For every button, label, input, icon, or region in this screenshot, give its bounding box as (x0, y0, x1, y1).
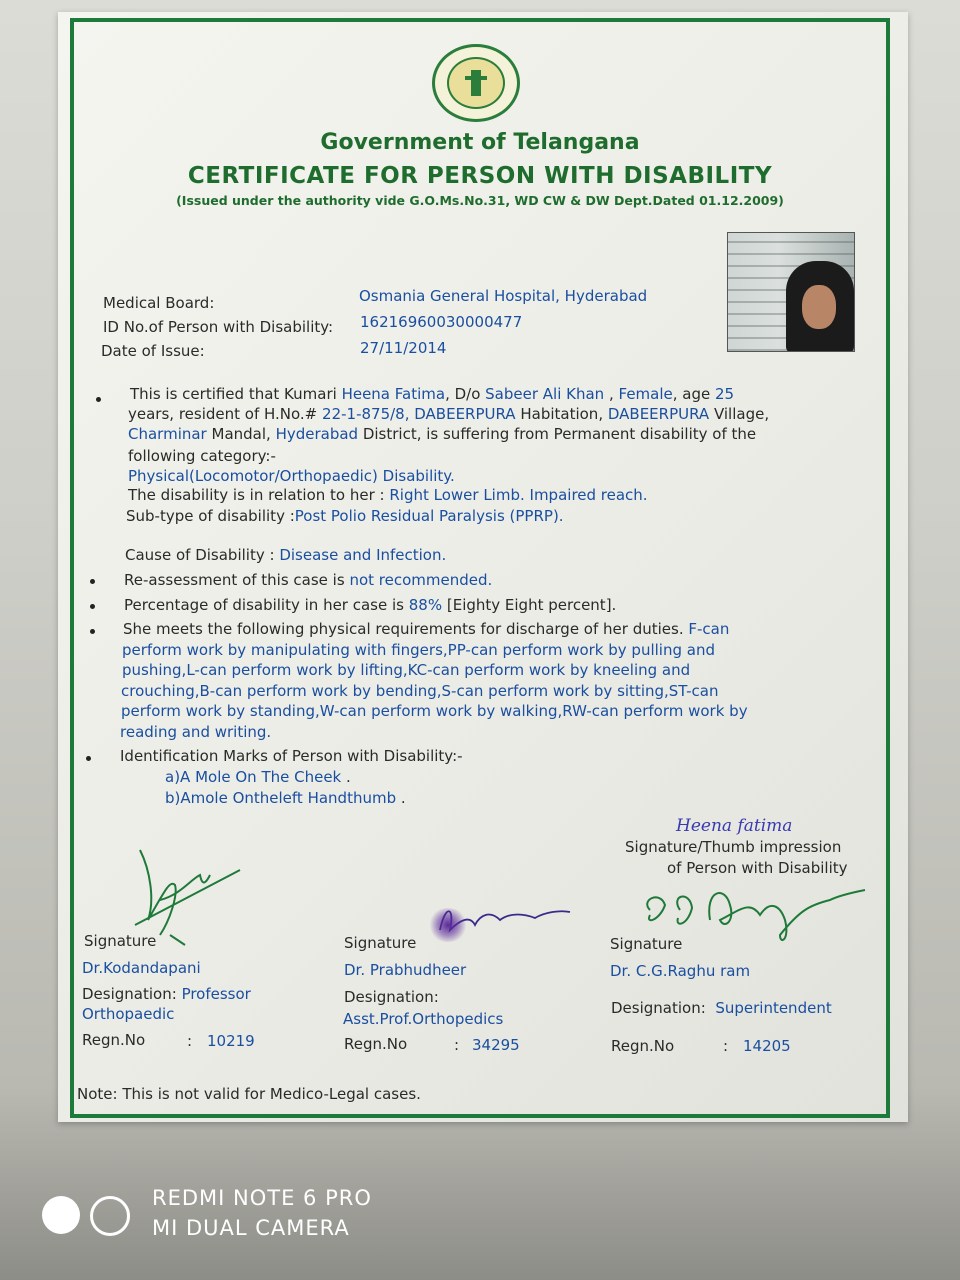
regn-label-3: Regn.No (611, 1037, 675, 1055)
disability-relation: The disability is in relation to her : Right Lower Limb. Impaired reach. (128, 486, 648, 504)
ink-stamp-smudge (428, 908, 468, 942)
signatory-name-2: Dr. Prabhudheer (344, 961, 467, 979)
medical-board-value: Osmania General Hospital, Hyderabad (359, 287, 648, 305)
id-label: ID No.of Person with Disability: (103, 318, 334, 336)
identification-mark-a: a)A Mole On The Cheek . (165, 768, 351, 786)
disability-category: Physical(Locomotor/Orthopaedic) Disability. (128, 467, 455, 485)
id-value: 16216960030000477 (360, 313, 523, 331)
disability-subtype: Sub-type of disability :Post Polio Residual Paralysis (PPRP). (126, 507, 564, 525)
designation-label-1: Designation: Professor (82, 985, 251, 1003)
government-seal-icon (432, 44, 520, 122)
para1-line3: Charminar Mandal, Hyderabad District, is suffering from Permanent disability of the (128, 425, 757, 443)
reassessment: Re-assessment of this case is not recommended. (124, 571, 493, 589)
signature-label-2: Signature (344, 934, 417, 952)
requirements-line2: perform work by manipulating with fingers,PP-can perform work by pulling and (122, 641, 715, 659)
bullet (90, 579, 95, 584)
regn-label-2: Regn.No (344, 1035, 408, 1053)
camera-watermark-line1: REDMI NOTE 6 PRO (152, 1186, 372, 1210)
certificate-title: CERTIFICATE FOR PERSON WITH DISABILITY (187, 163, 773, 189)
signature-label-1: Signature (84, 932, 157, 950)
regn-sep-3: : (723, 1037, 729, 1055)
person-signature-label2: of Person with Disability (667, 859, 848, 877)
person-signature-label: Signature/Thumb impression (625, 838, 842, 856)
requirements-line5: perform work by standing,W-can perform work by walking,RW-can perform work by (121, 702, 748, 720)
requirements-line1: She meets the following physical requirements for discharge of her duties. F-can (123, 620, 730, 638)
signatory-name-3: Dr. C.G.Raghu ram (610, 962, 751, 980)
applicant-photo (727, 232, 855, 352)
bullet (86, 756, 91, 761)
identification-label: Identification Marks of Person with Disability:- (120, 747, 463, 765)
legal-note: Note: This is not valid for Medico-Legal cases. (77, 1085, 421, 1103)
authority-line: (Issued under the authority vide G.O.Ms.No.31, WD CW & DW Dept.Dated 01.12.2009) (176, 193, 784, 208)
para1-line2: years, resident of H.No.# 22-1-875/8, DABEERPURA Habitation, DABEERPURA Village, (128, 405, 770, 423)
camera-watermark-line2: MI DUAL CAMERA (152, 1216, 350, 1240)
signatory-name-1: Dr.Kodandapani (82, 959, 201, 977)
para1-line4: following category:- (128, 447, 276, 465)
para1-line1: This is certified that Kumari Heena Fatima, D/o Sabeer Ali Khan , Female, age 25 (130, 385, 735, 403)
identification-mark-b: b)Amole Ontheleft Handthumb . (165, 789, 406, 807)
cause-of-disability: Cause of Disability : Disease and Infection. (125, 546, 447, 564)
designation-value-2: Asst.Prof.Orthopedics (343, 1010, 504, 1028)
date-value: 27/11/2014 (360, 339, 447, 357)
medical-board-label: Medical Board: (103, 294, 215, 312)
requirements-line4: crouching,B-can perform work by bending,S-can perform work by sitting,ST-can (121, 682, 719, 700)
bullet (96, 397, 101, 402)
requirements-line3: pushing,L-can perform work by lifting,KC-can perform work by kneeling and (122, 661, 691, 679)
regn-sep-2: : (454, 1036, 460, 1054)
bullet (90, 629, 95, 634)
camera-logo-ring-icon (90, 1196, 130, 1236)
designation-label-2: Designation: (344, 988, 439, 1006)
designation-label-3: Designation: Superintendent (611, 999, 832, 1017)
regn-value-2: 34295 (472, 1036, 520, 1054)
regn-value-1: 10219 (207, 1032, 255, 1050)
signature-label-3: Signature (610, 935, 683, 953)
regn-sep-1: : (187, 1032, 193, 1050)
person-handwritten-signature: Heena fatima (676, 816, 793, 836)
government-heading: Government of Telangana (320, 130, 640, 155)
designation-value-1b: Orthopaedic (82, 1005, 175, 1023)
bullet (90, 604, 95, 609)
date-label: Date of Issue: (101, 342, 205, 360)
camera-logo-dot-icon (42, 1196, 80, 1234)
disability-percentage: Percentage of disability in her case is 88% [Eighty Eight percent]. (124, 596, 617, 614)
regn-value-3: 14205 (743, 1037, 791, 1055)
requirements-line6: reading and writing. (120, 723, 272, 741)
regn-label-1: Regn.No (82, 1031, 146, 1049)
